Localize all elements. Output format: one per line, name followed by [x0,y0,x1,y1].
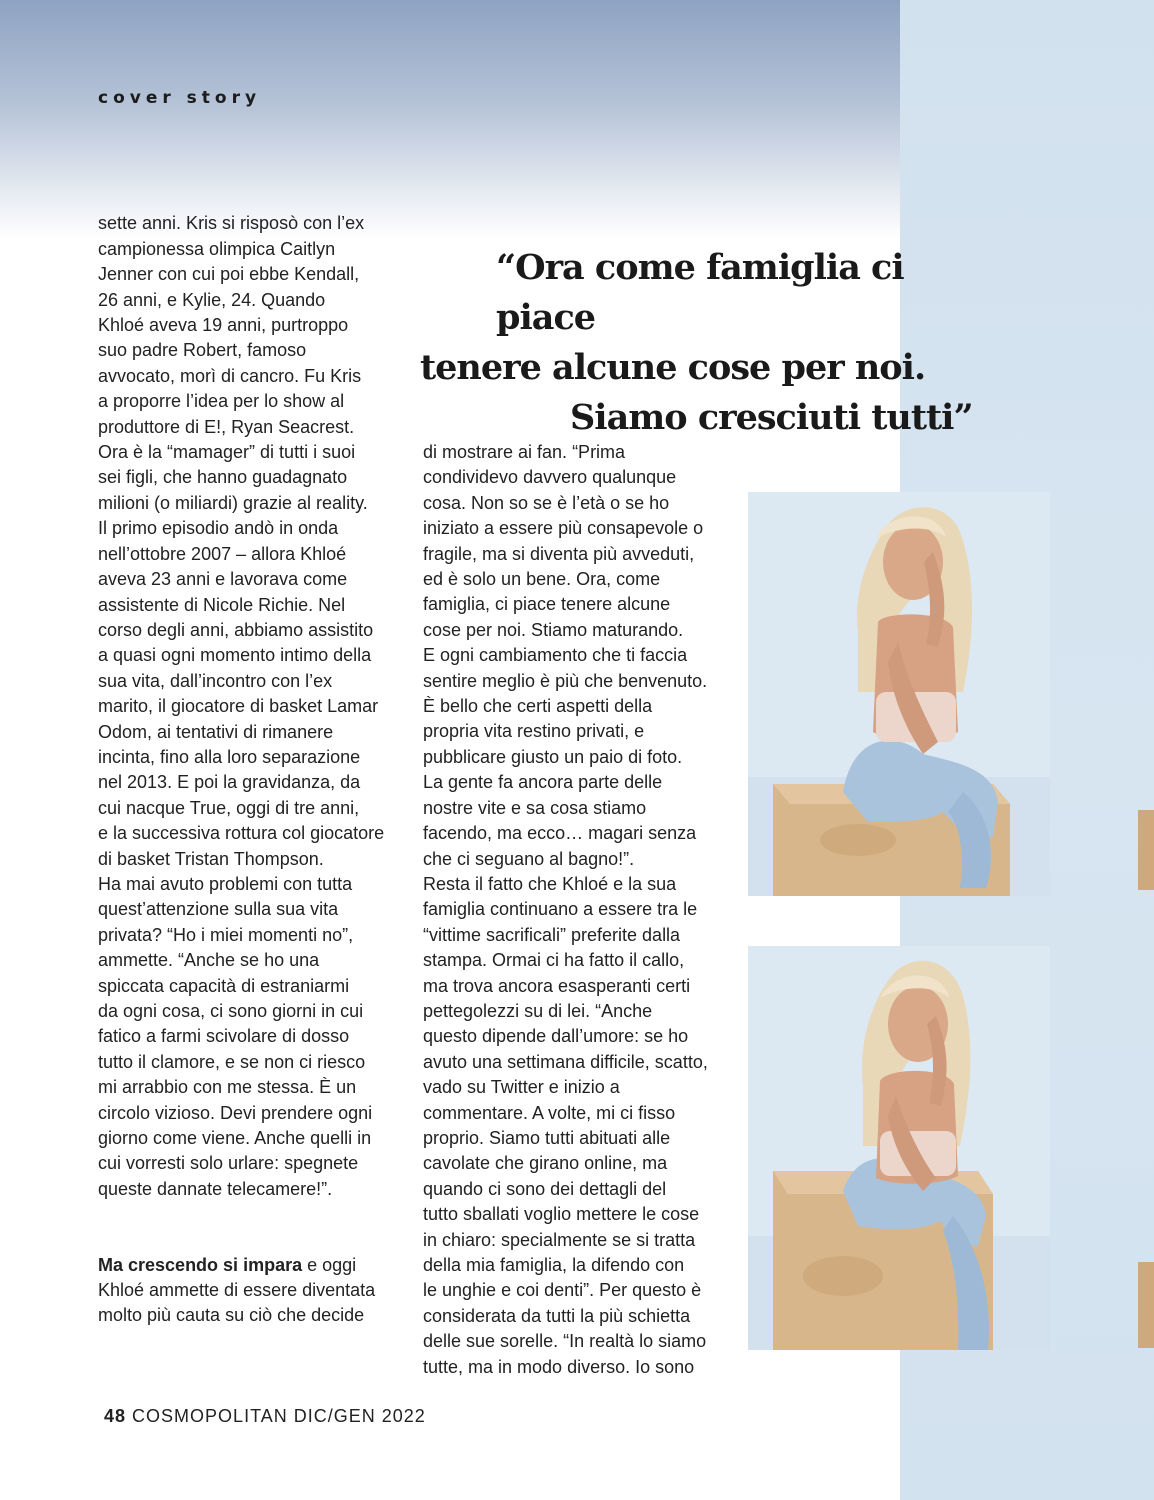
subheading-continuation: e oggi Khloé ammette di essere diventata molto più cauta su ciò che decide [98,1254,376,1326]
photo-portrait-1 [748,492,1050,896]
pull-quote-line-1: “Ora come famiglia ci piace [496,247,904,338]
article-column-left [98,186,398,1329]
portrait-illustration-1 [748,492,1050,896]
publication-name: COSMOPOLITAN DIC/GEN 2022 [132,1406,426,1426]
wooden-box-edge-top [1138,810,1154,890]
pull-quote-line-2: tenere alcune cose per noi. [420,347,926,388]
page-number: 48 [104,1406,127,1426]
wooden-box-edge-bottom [1138,1262,1154,1348]
pull-quote [420,243,980,443]
pull-quote-line-3: Siamo cresciuti tutti” [570,397,973,438]
photo-portrait-2 [748,946,1050,1350]
portrait-illustration-2 [748,946,1050,1350]
section-label: cover story [98,88,262,108]
article-text-left: sette anni. Kris si risposò con l’ex campionessa olimpica Caitlyn Jenner con cui poi ebbe Kendall, 26 anni, e Kylie, 24. Quando Khloé aveva 19 anni, purtroppo suo padre Robert, famoso avvocato, morì di cancro. Fu Kris a proporre l’idea per lo show al produttore di E!, Ryan Seacrest. Ora è la “mamager” di tutti i suoi sei figli, che hanno guadagnato milioni (o miliardi) grazie al reality. Il primo episodio andò in onda nell’ottobre 2007 – allora Khloé aveva 23 anni e lavorava come assistente di Nicole Richie. Nel corso degli anni, abbiamo assistito a quasi ogni momento intimo della sua vita, dall’incontro con l’ex marito, il giocatore di basket Lamar Odom, ai tentativi di rimanere incinta, fino alla loro separazione nel 2013. E poi la gravidanza, da cui nacque True, oggi di tre anni, e la successiva rottura col giocatore di basket Tristan Thompson. Ha mai avuto problemi con tutta quest’attenzione sulla sua vita privata? “Ho i miei momenti no”, ammette. “Anche se ho una spiccata capacità di estraniarmi da ogni cosa, ci sono giorni in cui fatico a farmi scivolare di dosso tutto il clamore, e se non ci riesco mi arrabbio con me stessa. È un circolo vizioso. Devi prendere ogni giorno come viene. Anche quelli in cui vorresti solo urlare: spegnete queste dannate telecamere!”. [98,213,385,1199]
subheading-lead: Ma crescendo si impara [98,1254,303,1275]
page-footer [104,1406,426,1427]
article-column-middle: di mostrare ai fan. “Prima condividevo davvero qualunque cosa. Non so se è l’età o se ho iniziato a essere più consapevole o fragile, ma si diventa più avveduti, ed è solo un bene. Ora, come famiglia, ci piace tenere alcune cose per noi. Stiamo maturando. E ogni cambiamento che ti faccia sentire meglio è più che benvenuto. È bello che certi aspetti della propria vita restino privati, e pubblicare giusto un paio di foto. La gente fa ancora parte delle nostre vite e sa cosa stiamo facendo, ma ecco… magari senza che ci seguano al bagno!”. Resta il fatto che Khloé e la sua famiglia continuano a essere tra le “vittime sacrificali” preferite dalla stampa. Ormai ci ha fatto il callo, ma trova ancora esasperanti certi pettegolezzi su di lei. “Anche questo dipende dall’umore: se ho avuto una settimana difficile, scatto, vado su Twitter e inizio a commentare. A volte, mi ci fisso proprio. Siamo tutti abituati alle cavolate che girano online, ma quando ci sono dei dettagli del tutto sballati voglio mettere le cose in chiaro: specialmente se si tratta della mia famiglia, la difendo con le unghie e coi denti”. Per questo è considerata da tutti la più schietta delle sue sorelle. “In realtà lo siamo tutte, ma in modo diverso. Io sono [423,442,708,1377]
